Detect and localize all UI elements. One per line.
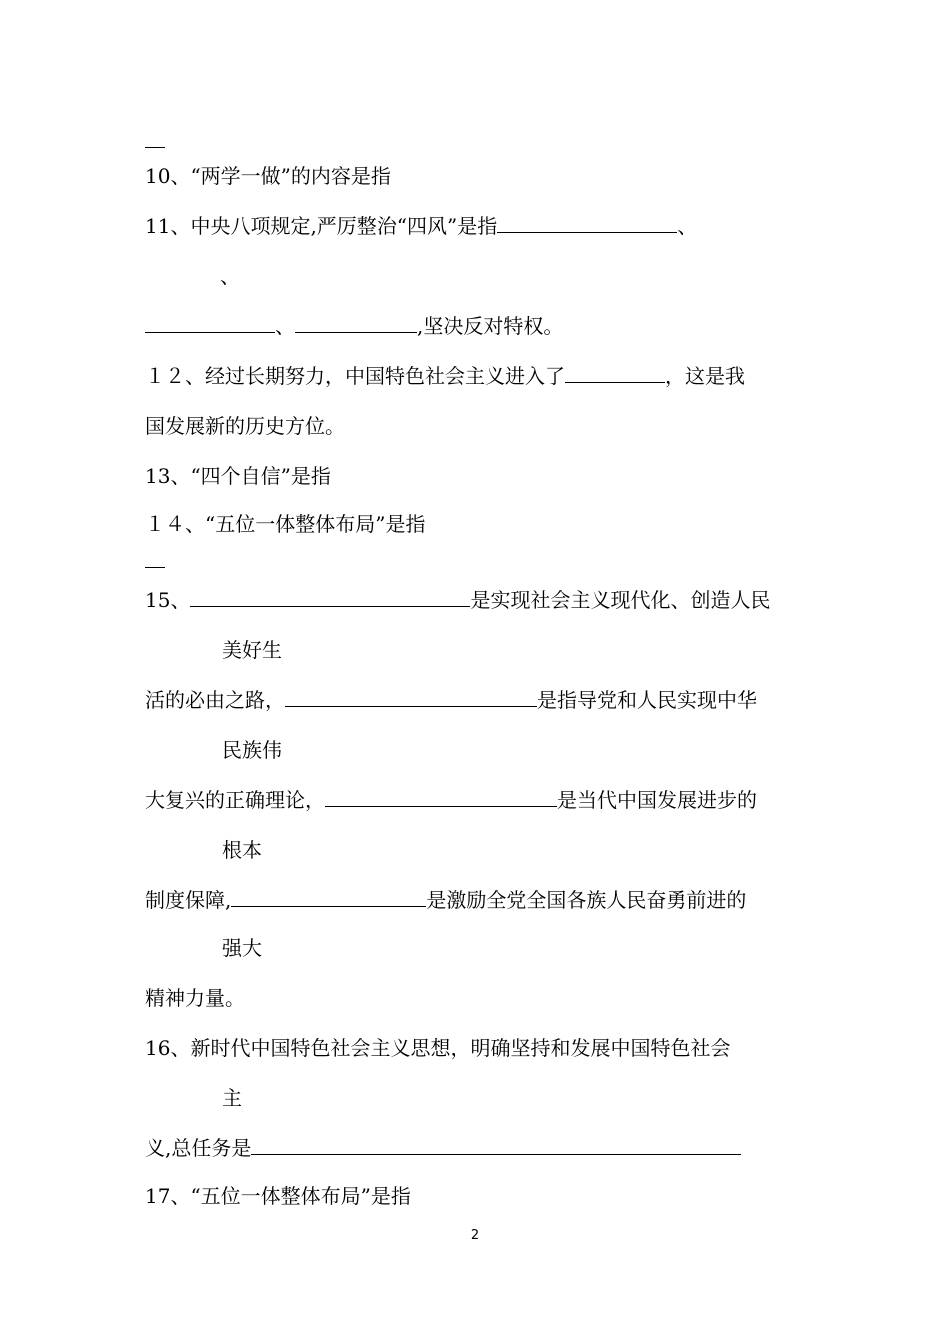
question-13-text: 13、“四个自信”是指 <box>145 464 331 488</box>
question-15-text: 活的必由之路， <box>145 688 285 712</box>
question-12-line2 <box>145 412 345 440</box>
question-15-wrap1 <box>222 636 282 664</box>
answer-blank[interactable] <box>295 314 417 333</box>
question-17 <box>145 1182 411 1210</box>
question-15-text: 制度保障, <box>145 888 232 912</box>
question-10-text: 10、“两学一做”的内容是指 <box>145 164 391 188</box>
wrapped-text: 美好生 <box>222 638 282 662</box>
question-16-text: 16、新时代中国特色社会主义思想，明确坚持和发展中国特色社会 <box>145 1036 731 1060</box>
question-15-line2 <box>145 686 757 714</box>
wrapped-text: 民族伟 <box>222 738 282 762</box>
question-15-wrap3 <box>222 836 262 864</box>
blank-dash-mid <box>145 567 165 568</box>
separator: 、 <box>220 264 240 288</box>
question-10 <box>145 162 391 190</box>
question-15-wrap2 <box>222 736 282 764</box>
question-14-text: １４、“五位一体整体布局”是指 <box>145 512 426 536</box>
question-15-line5 <box>145 984 245 1012</box>
question-11-end: ,坚决反对特权。 <box>417 314 564 338</box>
separator: 、 <box>275 314 295 338</box>
answer-blank[interactable] <box>251 1136 741 1155</box>
answer-blank[interactable] <box>497 214 677 233</box>
answer-blank[interactable] <box>145 314 275 333</box>
blank-dash-top <box>145 147 165 148</box>
question-11-line3 <box>145 312 563 340</box>
question-15-text: 是指导党和人民实现中华 <box>537 688 757 712</box>
question-16-line1 <box>145 1034 730 1062</box>
wrapped-text: 强大 <box>222 936 262 960</box>
question-12-text-cont: ，这是我 <box>665 364 745 388</box>
question-11-line2 <box>220 262 240 290</box>
question-15-text: 大复兴的正确理论， <box>145 788 325 812</box>
wrapped-text: 根本 <box>222 838 262 862</box>
question-16-line2 <box>145 1134 741 1162</box>
question-15-number: 15、 <box>145 588 191 612</box>
answer-blank[interactable] <box>285 688 537 707</box>
question-15-wrap4 <box>222 934 262 962</box>
question-12-line1 <box>145 362 745 390</box>
question-15-line1 <box>145 586 770 614</box>
question-11-line1 <box>145 212 697 240</box>
answer-blank[interactable] <box>565 364 665 383</box>
question-12-text: １２、经过长期努力，中国特色社会主义进入了 <box>145 364 565 388</box>
answer-blank[interactable] <box>231 888 426 907</box>
question-15-line4 <box>145 886 746 914</box>
question-13 <box>145 462 331 490</box>
question-15-line3 <box>145 786 757 814</box>
wrapped-text: 主 <box>222 1086 242 1110</box>
answer-blank[interactable] <box>325 788 557 807</box>
question-17-text: 17、“五位一体整体布局”是指 <box>145 1184 411 1208</box>
question-16-wrap1 <box>222 1084 242 1112</box>
question-16-text: 义,总任务是 <box>145 1136 252 1160</box>
question-15-text: 是当代中国发展进步的 <box>557 788 757 812</box>
question-15-text: 是实现社会主义现代化、创造人民 <box>470 588 771 612</box>
question-15-text: 是激励全党全国各族人民奋勇前进的 <box>426 888 747 912</box>
question-11-text: 11、中央八项规定,严厉整治“四风”是指 <box>145 214 498 238</box>
question-14 <box>145 510 425 538</box>
question-15-text: 精神力量。 <box>145 986 245 1010</box>
question-12-text-line2: 国发展新的历史方位。 <box>145 414 345 438</box>
answer-blank[interactable] <box>190 588 470 607</box>
page-number: 2 <box>470 1228 480 1243</box>
separator: 、 <box>677 214 698 238</box>
